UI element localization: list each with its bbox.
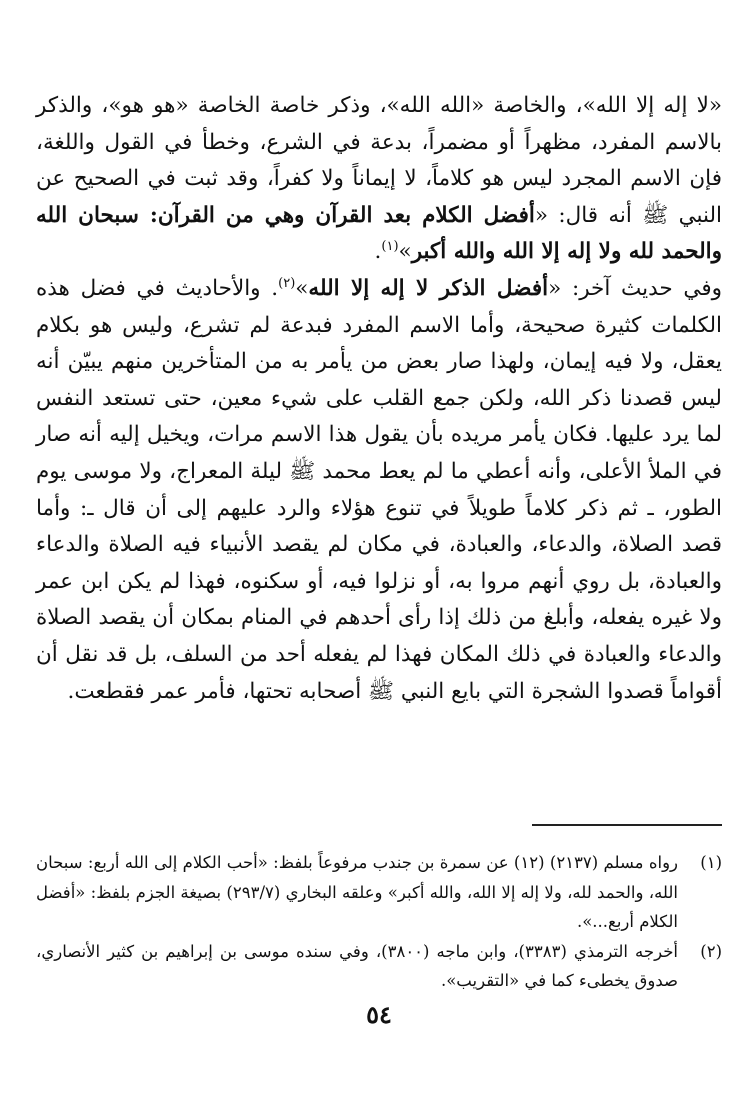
- hadith-quote-1: أفضل الكلام بعد القرآن وهي من القرآن: سبحان الله والحمد لله ولا إله إلا الله والله أكبر: [36, 202, 722, 265]
- paragraph-2-text-b: »: [295, 275, 309, 301]
- book-page: [36, 88, 723, 1029]
- footnote-1: [36, 848, 722, 937]
- paragraph-1-text-c: .: [374, 239, 382, 265]
- paragraph-1-text-a: «لا إله إلا الله»، والخاصة «الله الله»، وذكر خاصة الخاصة «هو هو»، والذكر بالاسم المفرد، مظهراً أو مضمراً، بدعة في الشرع، وخطأ في القول واللغة، فإن الاسم المجرد ليس هو كلاماً، لا إيماناً ولا كفراً، وقد ثبت في الصحيح عن النبي ﷺ أنه قال: «: [36, 93, 723, 228]
- footnote-1-text: رواه مسلم (٢١٣٧) (١٢) عن سمرة بن جندب مرفوعاً بلفظ: «أحب الكلام إلى الله أربع: سبحان الله، والحمد لله، ولا إله إلا الله، والله أكبر» وعلقه البخاري (٢٩٣/٧) بصيغة الجزم بلفظ: «أفضل الكلام أربع...».: [36, 853, 679, 931]
- footnote-2-text: أخرجه الترمذي (٣٣٨٣)، وابن ماجه (٣٨٠٠)، وفي سنده موسى بن إبراهيم بن كثير الأنصاري، صدوق يخطىء كما في «التقريب».: [36, 941, 678, 990]
- main-text: [36, 88, 722, 710]
- footnote-separator: [532, 824, 722, 826]
- footnote-2: [36, 937, 722, 996]
- paragraph-2: [36, 271, 722, 710]
- page-number: ٥٤: [366, 1000, 392, 1029]
- hadith-quote-2: أفضل الذكر لا إله إلا الله: [308, 275, 549, 301]
- footnote-ref-2[interactable]: (٢): [278, 275, 296, 291]
- paragraph-2-text-a: وفي حديث آخر: «: [548, 275, 723, 301]
- footnote-1-number: (١): [700, 853, 722, 872]
- footnote-ref-1[interactable]: (١): [381, 239, 399, 255]
- paragraph-1: [36, 88, 722, 271]
- paragraph-2-text-c: . والأحاديث في فضل هذه الكلمات كثيرة صحيحة، وأما الاسم المفرد فبدعة لم تشرع، وليس هو بكلام يعقل، ولا فيه إيمان، ولهذا صار بعض من يأمر به من المتأخرين منهم يبيّن أنه ليس قصدنا ذكر الله، ولكن جمع القلب على شيء معين، حتى تستعد النفس لما يرد عليها. فكان يأمر مريده بأن يقول هذا الاسم مرات، ويخيل إليه أنه صار في الملأ الأعلى، وأنه أعطي ما لم يعط محمد ﷺ ليلة المعراج، ولا موسى يوم الطور، ـ ثم ذكر كلاماً طويلاً في تنوع هؤلاء والرد عليهم إلى أن قال ـ: وأما قصد الصلاة، والدعاء، والعبادة، في مكان لم يقصد الأنبياء فيه الصلاة والدعاء والعبادة، بل روي أنهم مروا به، أو نزلوا فيه، أو سكنوه، فهذا لم يكن ابن عمر ولا غيره يفعله، وأبلغ من ذلك إذا رأى أحدهم في المنام بمكان أن يقصد الصلاة والدعاء والعبادة في ذلك المكان فهذا لم يفعله أحد من السلف، بل قد نقل أن أقواماً قصدوا الشجرة التي بايع النبي ﷺ أصحابه تحتها، فأمر عمر فقطعت.: [36, 275, 722, 704]
- footnotes: [36, 848, 722, 996]
- paragraph-1-text-b: »: [398, 239, 412, 265]
- footnote-2-number: (٢): [700, 941, 722, 961]
